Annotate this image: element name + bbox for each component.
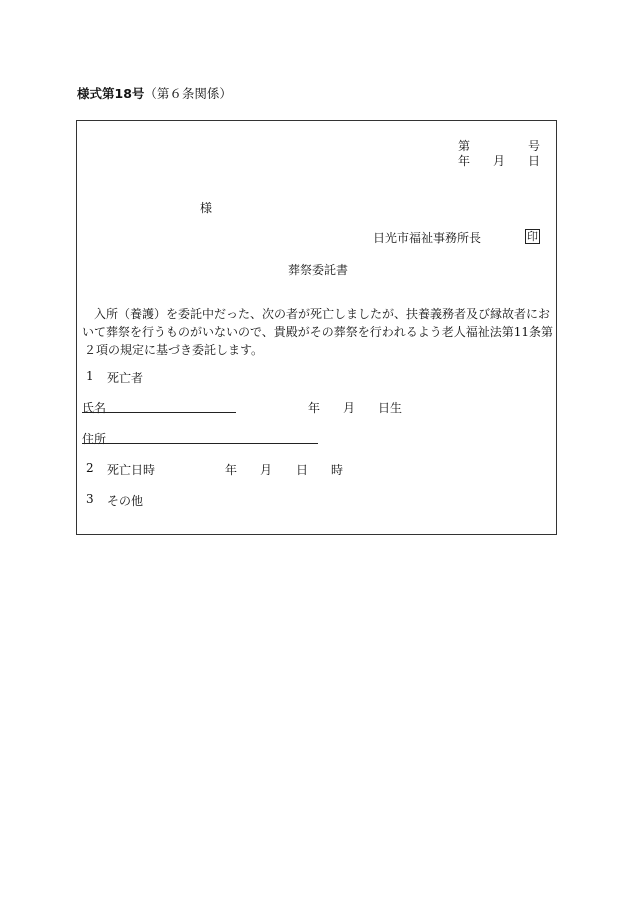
body-text <box>82 305 562 359</box>
item3-number: 3 <box>86 492 94 506</box>
birth-nen: 年 <box>308 401 321 415</box>
death-nen: 年 <box>225 463 238 477</box>
death-hi: 日 <box>296 463 309 477</box>
form-number: 様式第18号 <box>77 86 145 101</box>
number-dai: 第 <box>458 139 471 153</box>
birth-tsuki: 月 <box>343 401 356 415</box>
item1-number: 1 <box>86 369 94 383</box>
death-tsuki: 月 <box>260 463 273 477</box>
date-nen: 年 <box>458 154 471 168</box>
item3-label: その他 <box>107 494 144 508</box>
document-title: 葬祭委託書 <box>288 263 349 277</box>
issuer-name: 日光市福祉事務所長 <box>373 231 482 245</box>
name-label: 氏名 <box>82 401 107 415</box>
seal-mark: 印 <box>527 230 538 243</box>
address-underline <box>82 443 318 444</box>
date-tsuki: 月 <box>493 154 506 168</box>
number-go: 号 <box>528 139 541 153</box>
item1-label: 死亡者 <box>107 371 144 385</box>
body-line-1: 入所（養護）を委託中だった、次の者が死亡しましたが、扶養義務者及び縁故者にお <box>94 307 551 321</box>
form-header <box>77 84 232 102</box>
date-hi: 日 <box>528 154 541 168</box>
form-relation: （第６条関係） <box>144 86 232 101</box>
address-label: 住所 <box>82 432 107 446</box>
death-ji: 時 <box>331 463 344 477</box>
item2-number: 2 <box>86 461 94 475</box>
addressee-sama: 様 <box>200 201 213 215</box>
body-line-3: ２項の規定に基づき委託します。 <box>84 343 264 357</box>
name-underline <box>82 412 236 413</box>
item2-label: 死亡日時 <box>107 463 156 477</box>
body-line-2: いて葬祭を行うものがいないので、貴殿がその葬祭を行われるよう老人福祉法第11条第 <box>82 325 554 339</box>
birth-hisei: 日生 <box>378 401 403 415</box>
